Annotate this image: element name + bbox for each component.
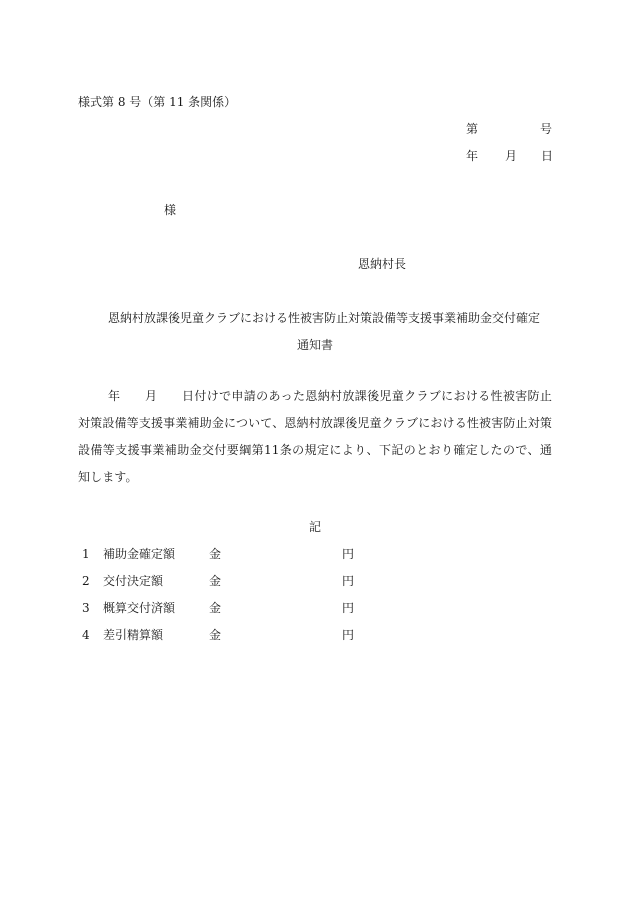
item-unit: 円 bbox=[342, 547, 355, 561]
list-item bbox=[78, 627, 378, 654]
list-item bbox=[78, 600, 378, 627]
item-number: 2 bbox=[82, 574, 90, 588]
item-unit: 円 bbox=[342, 574, 355, 588]
list-item bbox=[78, 546, 378, 573]
item-number: 1 bbox=[82, 547, 90, 561]
date-year: 年 bbox=[466, 149, 479, 163]
item-currency: 金 bbox=[209, 601, 222, 615]
date-day: 日 bbox=[541, 149, 554, 163]
title-line-1: 恩納村放課後児童クラブにおける性被害防止対策設備等支援事業補助金交付確定 bbox=[108, 311, 541, 325]
item-label: 補助金確定額 bbox=[103, 547, 176, 561]
body-text: 年 月 日付けで申請のあった恩納村放課後児童クラブにおける性被害防止対策設備等支援事業補助金について、恩納村放課後児童クラブにおける性被害防止対策設備等支援事業補助金交付要綱第11条の規定により、下記のとおり確定したので、通知します。 bbox=[78, 389, 552, 484]
item-label: 概算交付済額 bbox=[103, 601, 176, 615]
date-month: 月 bbox=[505, 149, 518, 163]
item-label: 交付決定額 bbox=[103, 574, 164, 588]
item-unit: 円 bbox=[342, 628, 355, 642]
item-number: 4 bbox=[82, 628, 90, 642]
title-line-2: 通知書 bbox=[296, 338, 333, 352]
item-list bbox=[78, 546, 378, 654]
list-item bbox=[78, 573, 378, 600]
item-currency: 金 bbox=[209, 574, 222, 588]
item-unit: 円 bbox=[342, 601, 355, 615]
item-currency: 金 bbox=[209, 547, 222, 561]
addressee: 様 bbox=[164, 203, 177, 217]
doc-number-suffix: 号 bbox=[540, 122, 553, 136]
ki-heading: 記 bbox=[308, 520, 321, 534]
item-number: 3 bbox=[82, 601, 90, 615]
item-currency: 金 bbox=[209, 628, 222, 642]
item-label: 差引精算額 bbox=[103, 628, 164, 642]
doc-number-label: 第 bbox=[466, 122, 479, 136]
sender: 恩納村長 bbox=[358, 257, 407, 271]
form-number: 様式第 8 号（第 11 条関係） bbox=[78, 95, 237, 109]
